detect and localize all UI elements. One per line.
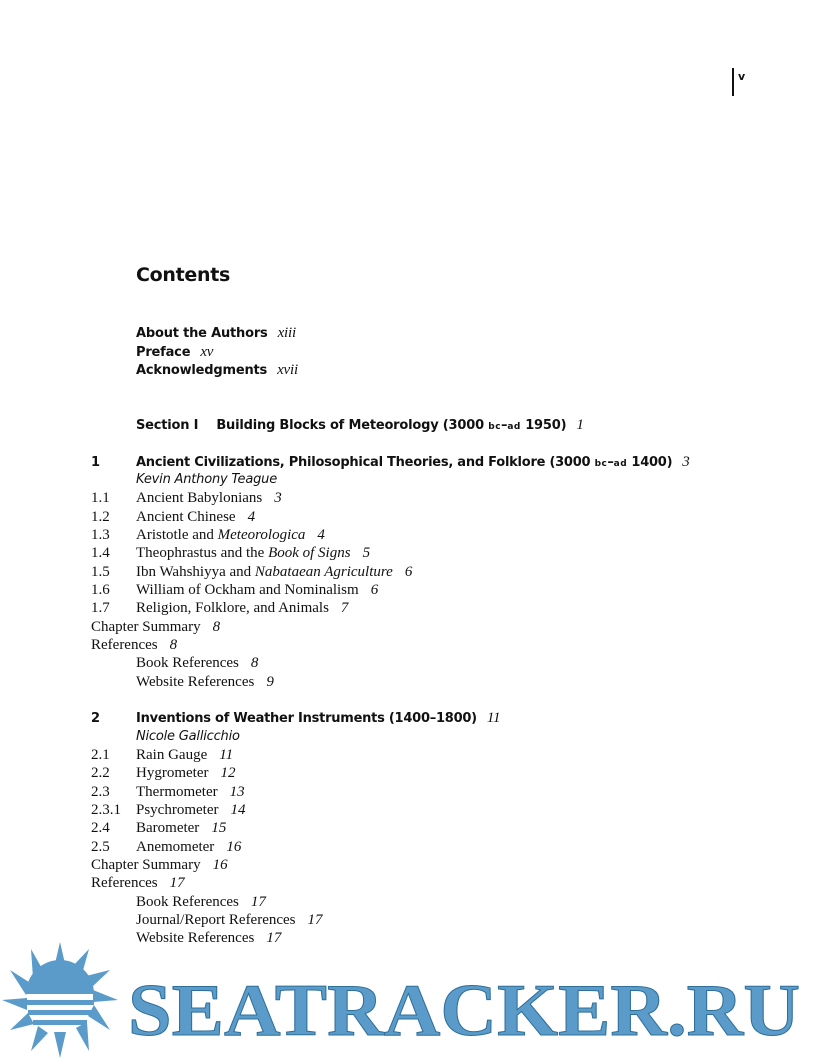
toc-entry[interactable]: 1.6 William of Ockham and Nominalism 6 bbox=[91, 582, 379, 598]
toc-entry[interactable]: 2.3 Thermometer 13 bbox=[91, 784, 245, 800]
page-number: xiii bbox=[277, 325, 296, 341]
chapter-author: Nicole Gallicchio bbox=[136, 729, 240, 744]
toc-entry[interactable]: 1.1 Ancient Babylonians 3 bbox=[91, 490, 282, 506]
folio-rule bbox=[732, 68, 734, 96]
section-title: Building Blocks of Meteorology (3000 bc–ad 1950) bbox=[216, 418, 567, 433]
toc-subreference[interactable]: Website References 9 bbox=[136, 674, 274, 690]
toc-front-acknowledgments[interactable]: Acknowledgments xvii bbox=[136, 362, 298, 378]
toc-references[interactable]: References 8 bbox=[91, 637, 178, 653]
toc-entry[interactable]: 1.7 Religion, Folklore, and Animals 7 bbox=[91, 600, 349, 616]
toc-entry[interactable]: 1.4 Theophrastus and the Book of Signs 5 bbox=[91, 545, 371, 561]
toc-entry[interactable]: 2.3.1 Psychrometer 14 bbox=[91, 802, 246, 818]
page-folio: v bbox=[738, 70, 746, 83]
toc-entry[interactable]: 2.4 Barometer 15 bbox=[91, 820, 227, 836]
toc-entry[interactable]: 2.1 Rain Gauge 11 bbox=[91, 747, 234, 763]
watermark-text: SEATRACKER.RU bbox=[128, 970, 800, 1052]
toc-subreference[interactable]: Book References 17 bbox=[136, 894, 266, 910]
chapter-number: 1 bbox=[91, 455, 100, 470]
page-number: xvii bbox=[277, 362, 298, 378]
toc-references[interactable]: References 17 bbox=[91, 875, 185, 891]
toc-subreference[interactable]: Website References 17 bbox=[136, 930, 282, 946]
chapter-title: Inventions of Weather Instruments (1400–1800) bbox=[136, 711, 477, 726]
page-number: xv bbox=[200, 344, 214, 360]
sun-logo-icon bbox=[2, 942, 118, 1058]
page-number: 11 bbox=[486, 710, 501, 726]
chapter-author: Kevin Anthony Teague bbox=[136, 472, 278, 487]
toc-chapter-summary[interactable]: Chapter Summary 8 bbox=[91, 619, 221, 635]
toc-chapter-summary[interactable]: Chapter Summary 16 bbox=[91, 857, 228, 873]
toc-entry[interactable]: 2.5 Anemometer 16 bbox=[91, 839, 242, 855]
toc-section-1[interactable] bbox=[136, 416, 584, 434]
page-number: 3 bbox=[682, 454, 690, 470]
chapter-title: Ancient Civilizations, Philosophical Theories, and Folklore (3000 bc–ad 1400) bbox=[136, 455, 673, 470]
toc-entry[interactable]: 1.3 Aristotle and Meteorologica 4 bbox=[91, 527, 325, 543]
toc-subreference[interactable]: Journal/Report References 17 bbox=[136, 912, 323, 928]
toc-chapter-2[interactable] bbox=[91, 709, 500, 727]
watermark bbox=[0, 940, 813, 1060]
toc-subreference[interactable]: Book References 8 bbox=[136, 655, 259, 671]
toc-entry[interactable]: 1.5 Ibn Wahshiyya and Nabataean Agriculture 6 bbox=[91, 564, 413, 580]
page-number: 1 bbox=[576, 417, 584, 433]
toc-entry[interactable]: 1.2 Ancient Chinese 4 bbox=[91, 509, 256, 525]
toc-front-preface[interactable]: Preface xv bbox=[136, 344, 214, 360]
toc-chapter-1[interactable] bbox=[91, 453, 690, 471]
page-title: Contents bbox=[136, 264, 231, 286]
toc-entry[interactable]: 2.2 Hygrometer 12 bbox=[91, 765, 236, 781]
toc-front-about[interactable]: About the Authors xiii bbox=[136, 325, 296, 341]
chapter-number: 2 bbox=[91, 711, 100, 726]
section-label: Section I bbox=[136, 418, 199, 433]
